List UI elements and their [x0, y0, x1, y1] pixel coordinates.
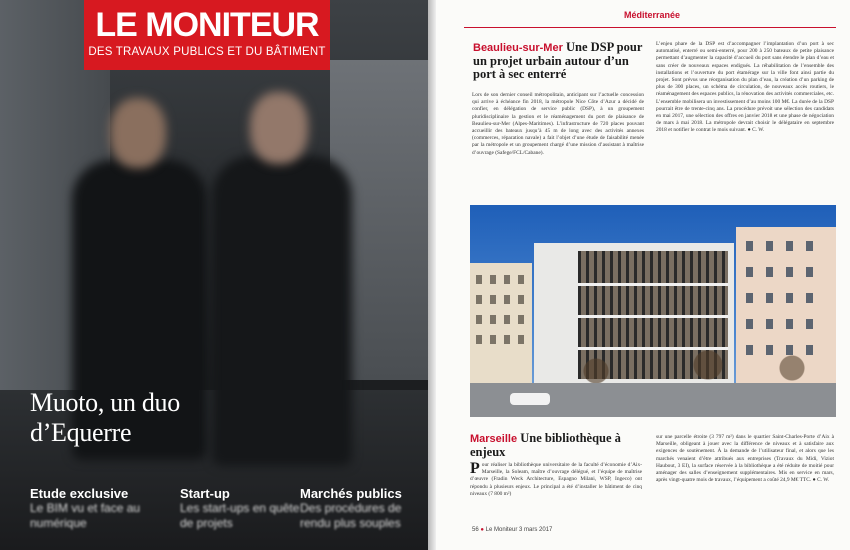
rubric-divider	[464, 27, 836, 28]
article1-title: Une DSP pour un projet urbain autour d’un port à sec enterré	[473, 40, 643, 81]
article2-column2: sur une parcelle étroite (3 797 m²) dans le quartier Saint-Charles-Porte d’Aix à Marseille, obligeant à jouer avec la différence de niveaux et à satisfaire aux exigences de soutènement. À la demande de l’utilisateur final, et alors que les marchés venaient d’être attribués aux entreprises (Travaux du Midi, Viziot Haubout, 3 EI), la surface réservée à la bibliothèque a été réduite de moitié pour aménager des salles d’enseignement supplémentaires. Mis en service en mars, après vingt-quatre mois de travaux, l’équipement a coûté 24,9 M€ TTC. ● C. W.	[656, 434, 834, 484]
photo-building-left	[470, 263, 532, 383]
article2-place: Marseille	[470, 433, 518, 445]
folio-magazine: Le Moniteur	[485, 527, 518, 533]
teaser-title: Start-up	[180, 486, 230, 501]
logo-subtitle: DES TRAVAUX PUBLICS ET DU BÂTIMENT	[88, 46, 326, 58]
article1-headline	[473, 41, 643, 81]
cover-person-right-head	[250, 92, 308, 164]
section-rubric: Méditerranée	[624, 10, 681, 20]
folio-date: 3 mars 2017	[519, 527, 553, 533]
cover-teaser	[180, 486, 305, 531]
folio-page-number: 56	[472, 527, 479, 533]
cover-teaser	[300, 486, 425, 531]
cover-headline-line1: Muoto, un duo	[30, 388, 180, 417]
article2-title: Une bibliothèque à enjeux	[470, 431, 621, 459]
article1-place: Beaulieu-sur-Mer	[473, 42, 563, 54]
teaser-title: Etude exclusive	[30, 486, 129, 501]
cover-headline-line2: d’Equerre	[30, 418, 132, 447]
cover-headline	[30, 388, 330, 448]
article2-dropcap: P	[470, 462, 480, 477]
magazine-logo	[84, 0, 330, 70]
article2-headline	[470, 432, 650, 459]
article2-column1-text: our réaliser la bibliothèque universitaire de la faculté d’économie d’Aix-Marseille, la Soleam, maître d’ouvrage délégué, et l’équipe de maîtrise d’œuvre (Fradin Weck Architecture, Espagno Milani, WSP, Ingeco) ont répondu à plusieurs enjeux. Le principal a été d’installer le bâtiment de cinq niveaux (7 800 m²)	[470, 462, 642, 497]
article1-column1: Lors de son dernier conseil métropolitain, anticipant sur l’actuelle concession qui arrive à échéance fin 2018, la métropole Nice Côte d’Azur a décidé de confier, en délégation de service public (DSP), à un groupement pluridisciplinaire la gestion et le réaménagement du port de plaisance de Beaulieu-sur-Mer (Alpes-Maritimes). L’infrastructure de 720 places pouvant accueillir des bateaux jusqu’à 45 m de long avec des activités annexes (commerces, réparation navale) a fait l’objet d’une étude de faisabilité menée par la métropole et un groupement chargé d’une mission d’assistant à maîtrise d’ouvrage (Safege/FCL/Cabane).	[472, 92, 644, 156]
teaser-body: Les start-ups en quête de projets	[180, 501, 300, 530]
teaser-title: Marchés publics	[300, 486, 402, 501]
article2-column1	[470, 462, 642, 528]
article1-column2: L’enjeu phare de la DSP est d’accompagner l’implantation d’un port à sec automatisé, enterré ou semi-enterré, pour 200 à 250 bateaux de petite plaisance permettant d’augmenter la capacité d’accueil du port sans étendre le plan d’eau et sans créer de nouveaux espaces endigués. La réhabilitation de l’ensemble des installations et l’ouverture du port étamérage sur la ville font ainsi partie du projet. Sont prévus une réorganisation du plan d’eau, la création d’un parking de plus de 300 places, un schéma de circulation, de nouveaux accès routiers, le réaménagement des espaces publics, la rénovation des activités commerciales, etc. L’ensemble mobilisera un investissement d’au moins 100 M€. La durée de la DSP pourrait être de trente-cinq ans. La procédure prévoit une sélection des candidats en mai 2017, une sélection des offres en janvier 2018 et une phase de négociation de mars à mai 2018. La métropole devrait choisir le délégataire en septembre 2018 et notifier le contrat le mois suivant. ● C. W.	[656, 41, 834, 134]
cover-teaser	[30, 486, 155, 531]
teaser-body: Des procédures de rendu plus souples	[300, 501, 402, 530]
library-building-photo	[470, 205, 836, 417]
page-folio: 56 ● Le Moniteur 3 mars 2017	[472, 527, 553, 533]
logo-title: LE MONITEUR	[95, 6, 319, 44]
photo-car	[510, 393, 550, 405]
article-page	[436, 0, 850, 550]
teaser-body: Le BIM vu et face au numérique	[30, 501, 141, 530]
cover-person-left-head	[110, 98, 166, 168]
spread-gutter	[428, 0, 436, 550]
